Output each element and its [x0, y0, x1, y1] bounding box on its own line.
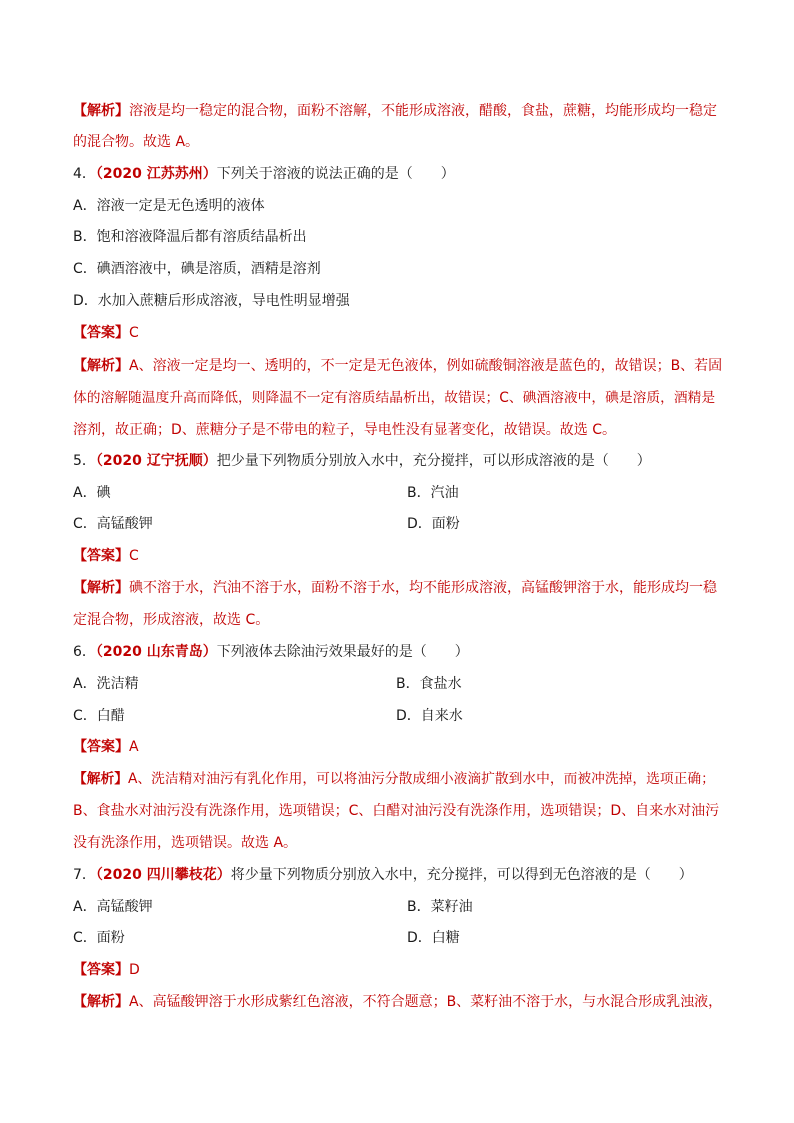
question-7-stem: 7．（2020 四川攀枝花）将少量下列物质分别放入水中，充分搅拌，可以得到无色溶液的是（ ）: [73, 867, 693, 883]
question-4-option-a: A．溶液一定是无色透明的液体: [73, 198, 265, 214]
question-4-option-c: C．碘酒溶液中，碘是溶质，酒精是溶剂: [73, 261, 321, 277]
question-6-answer: 【答案】A: [73, 739, 139, 755]
question-7-option-d: D．白糖: [407, 930, 460, 946]
question-5-option-b: B．汽油: [407, 485, 459, 501]
question-5-analysis: 【解析】碘不溶于水，汽油不溶于水，面粉不溶于水，均不能形成溶液，高锰酸钾溶于水，能形成均一稳: [73, 580, 717, 596]
question-6-stem: 6．（2020 山东青岛）下列液体去除油污效果最好的是（ ）: [73, 644, 469, 660]
analysis-tag: 【解析】: [73, 103, 129, 119]
question-6-option-b: B．食盐水: [396, 676, 462, 692]
question-4-analysis: 【解析】A、溶液一定是均一、透明的，不一定是无色液体，例如硫酸铜溶液是蓝色的，故错误；B、若固: [73, 358, 723, 374]
question-4-stem: 4．（2020 江苏苏州）下列关于溶液的说法正确的是（ ）: [73, 166, 455, 182]
question-4-analysis: 体的溶解随温度升高而降低，则降温不一定有溶质结晶析出，故错误；C、碘酒溶液中，碘是溶质，酒精是: [73, 390, 716, 406]
question-6-option-d: D．自来水: [396, 708, 463, 724]
analysis-line: 的混合物。故选 A。: [73, 134, 200, 150]
question-6-analysis: B、食盐水对油污没有洗涤作用，选项错误；C、白醋对油污没有洗涤作用，选项错误；D、自来水对油污: [73, 803, 720, 819]
question-4-option-b: B．饱和溶液降温后都有溶质结晶析出: [73, 229, 307, 245]
analysis-line: 【解析】溶液是均一稳定的混合物，面粉不溶解，不能形成溶液，醋酸，食盐，蔗糖，均能形成均一稳定: [73, 103, 717, 119]
question-5-option-a: A．碘: [73, 485, 111, 501]
question-7-answer: 【答案】D: [73, 962, 140, 978]
question-source: （2020 辽宁抚顺）: [95, 453, 217, 469]
question-7-analysis: 【解析】A、高锰酸钾溶于水形成紫红色溶液，不符合题意；B、菜籽油不溶于水，与水混合形成乳浊液，: [73, 994, 723, 1010]
question-6-analysis: 没有洗涤作用，选项错误。故选 A。: [73, 835, 298, 851]
question-source: （2020 江苏苏州）: [95, 166, 217, 182]
question-7-option-c: C．面粉: [73, 930, 125, 946]
question-6-option-c: C．白醋: [73, 708, 125, 724]
question-7-option-b: B．菜籽油: [407, 899, 473, 915]
question-7-option-a: A．高锰酸钾: [73, 899, 153, 915]
question-4-analysis: 溶剂，故正确；D、蔗糖分子是不带电的粒子，导电性没有显著变化，故错误。故选 C。: [73, 422, 617, 438]
question-5-answer: 【答案】C: [73, 548, 139, 564]
question-5-analysis: 定混合物，形成溶液，故选 C。: [73, 612, 270, 628]
question-6-analysis: 【解析】A、洗洁精对油污有乳化作用，可以将油污分散成细小液滴扩散到水中，而被冲洗掉，选项正确；: [73, 771, 715, 787]
question-5-option-d: D．面粉: [407, 516, 460, 532]
question-source: （2020 山东青岛）: [95, 644, 217, 660]
question-5-stem: 5．（2020 辽宁抚顺）把少量下列物质分别放入水中，充分搅拌，可以形成溶液的是（ ）: [73, 453, 651, 469]
question-6-option-a: A．洗洁精: [73, 676, 139, 692]
question-4-option-d: D．水加入蔗糖后形成溶液，导电性明显增强: [73, 293, 350, 309]
question-source: （2020 四川攀枝花）: [95, 867, 231, 883]
question-5-option-c: C．高锰酸钾: [73, 516, 153, 532]
question-4-answer: 【答案】C: [73, 325, 139, 341]
